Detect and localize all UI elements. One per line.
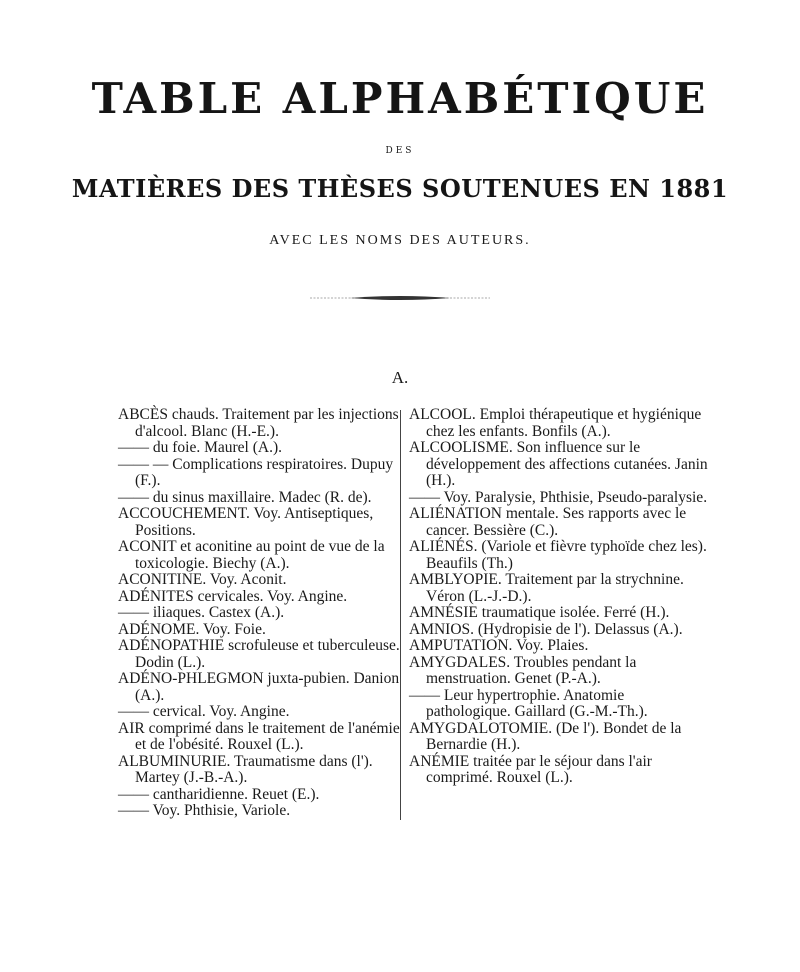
index-entry: ADÉNOME. Voy. Foie. — [118, 620, 266, 638]
index-entry: ACCOUCHEMENT. Voy. Antiseptiques, Positions. — [118, 505, 374, 539]
section-letter: A. — [391, 368, 409, 387]
index-entry: AMPUTATION. Voy. Plaies. — [409, 637, 589, 654]
index-entry: ADÉNO-PHLEGMON juxta-pubien. Danion (A.). — [118, 670, 400, 704]
left-column — [118, 407, 410, 820]
index-entry: ALIÉNÉS. (Variole et fièvre typhoïde chez les). Beaufils (Th.) — [409, 538, 707, 572]
index-entry: ACONIT et aconitine au point de vue de la toxicologie. Biechy (A.). — [118, 538, 385, 572]
index-entry: AMYGDALOTOMIE. (De l'). Bondet de la Bernardie (H.). — [409, 719, 682, 753]
index-entry: ANÉMIE traitée par le séjour dans l'air comprimé. Rouxel (L.). — [409, 752, 652, 786]
index-entry: —— iliaques. Castex (A.). — [118, 604, 285, 621]
index-entry: ALIÉNATION mentale. Ses rapports avec le cancer. Bessière (C.). — [409, 505, 687, 539]
index-entry: ABCÈS chauds. Traitement par les injections d'alcool. Blanc (H.-E.). — [118, 406, 399, 440]
index-entry: AMYGDALES. Troubles pendant la menstruation. Genet (P.-A.). — [409, 653, 637, 687]
index-entry: —— Voy. Phthisie, Variole. — [118, 802, 291, 819]
index-entry: ADÉNITES cervicales. Voy. Angine. — [118, 587, 348, 605]
index-entry: —— cantharidienne. Reuet (E.). — [118, 785, 320, 803]
right-column — [409, 407, 709, 787]
authors-line: AVEC LES NOMS DES AUTEURS. — [269, 233, 531, 248]
index-entry: AMNIOS. (Hydropisie de l'). Delassus (A.). — [409, 620, 683, 638]
index-entry: —— Leur hypertrophie. Anatomie pathologique. Gaillard (G.-M.-Th.). — [409, 686, 648, 720]
index-entry: AMBLYOPIE. Traitement par la strychnine. Véron (L.-J.-D.). — [409, 571, 684, 605]
index-entry: AIR comprimé dans le traitement de l'anémie et de l'obésité. Rouxel (L.). — [118, 719, 400, 753]
index-entry: —— Voy. Paralysie, Phthisie, Pseudo-paralysie. — [409, 488, 708, 506]
index-entry: ALBUMINURIE. Traumatisme dans (l'). Martey (J.-B.-A.). — [118, 752, 373, 786]
index-entry: —— — Complications respiratoires. Dupuy (F.). — [118, 455, 394, 489]
index-entry: AMNÉSIE traumatique isolée. Ferré (H.). — [409, 604, 670, 621]
column-divider — [400, 410, 401, 820]
index-entry: —— du sinus maxillaire. Madec (R. de). — [118, 488, 372, 506]
ornament-divider — [310, 293, 490, 303]
page-subtitle: MATIÈRES DES THÈSES SOUTENUES EN 1881 — [71, 174, 729, 203]
index-entry: —— du foie. Maurel (A.). — [118, 439, 282, 456]
index-entry: ALCOOL. Emploi thérapeutique et hygiénique chez les enfants. Bonfils (A.). — [409, 406, 702, 440]
index-entry: ACONITINE. Voy. Aconit. — [118, 571, 287, 588]
index-entry: ALCOOLISME. Son influence sur le développement des affections cutanées. Janin (H.). — [409, 439, 708, 489]
title-connector: DES — [385, 146, 415, 156]
index-entry: —— cervical. Voy. Angine. — [118, 703, 290, 720]
index-entry: ADÉNOPATHIE scrofuleuse et tuberculeuse. Dodin (L.). — [118, 637, 400, 671]
page-title: TABLE ALPHABÉTIQUE — [91, 74, 709, 123]
